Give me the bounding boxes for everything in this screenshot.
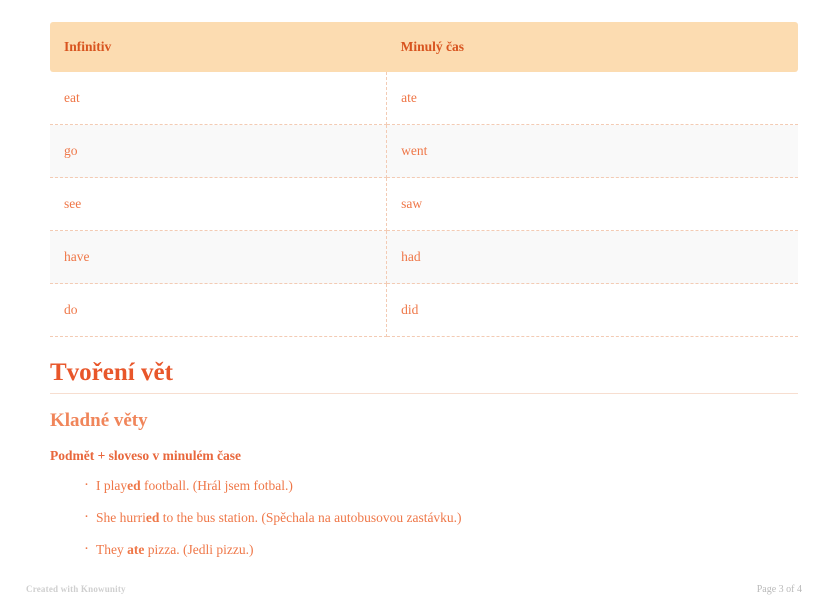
cell-past: had bbox=[387, 231, 798, 284]
example-pre: They bbox=[96, 542, 128, 557]
cell-past: did bbox=[387, 284, 798, 337]
example-post: to the bus station. (Spěchala na autobusovou zastávku.) bbox=[159, 510, 462, 525]
cell-past: ate bbox=[387, 72, 798, 125]
cell-infinitive: go bbox=[50, 125, 387, 178]
example-sentence-list bbox=[40, 478, 788, 558]
irregular-verbs-table bbox=[50, 22, 798, 337]
cell-past: saw bbox=[387, 178, 798, 231]
cell-infinitive: have bbox=[50, 231, 387, 284]
list-item bbox=[96, 478, 788, 494]
table-row bbox=[50, 72, 798, 125]
table-row bbox=[50, 231, 798, 284]
example-bold: ed bbox=[145, 510, 160, 525]
footer-credit: Created with Knowunity bbox=[26, 584, 126, 594]
example-post: pizza. (Jedli pizzu.) bbox=[144, 542, 254, 557]
cell-infinitive: eat bbox=[50, 72, 387, 125]
document-page bbox=[0, 22, 828, 608]
list-item bbox=[96, 542, 788, 558]
example-bold: ed bbox=[127, 478, 141, 493]
table-row bbox=[50, 178, 798, 231]
example-bold: ate bbox=[127, 542, 145, 557]
cell-infinitive: see bbox=[50, 178, 387, 231]
example-post: football. (Hrál jsem fotbal.) bbox=[140, 478, 293, 493]
table-header-row bbox=[50, 22, 798, 72]
formula-text: Podmět + sloveso v minulém čase bbox=[50, 448, 242, 463]
cell-past: went bbox=[387, 125, 798, 178]
section-heading: Tvoření vět bbox=[50, 359, 798, 394]
footer-page-number: Page 3 of 4 bbox=[756, 584, 802, 595]
example-pre: I play bbox=[96, 478, 128, 493]
cell-infinitive: do bbox=[50, 284, 387, 337]
subsection-heading: Kladné věty bbox=[50, 410, 148, 431]
example-pre: She hurri bbox=[96, 510, 146, 525]
column-header-infinitive: Infinitiv bbox=[50, 22, 387, 72]
column-header-past-tense: Minulý čas bbox=[387, 22, 798, 72]
table-row bbox=[50, 125, 798, 178]
list-item bbox=[96, 510, 788, 526]
table-row bbox=[50, 284, 798, 337]
